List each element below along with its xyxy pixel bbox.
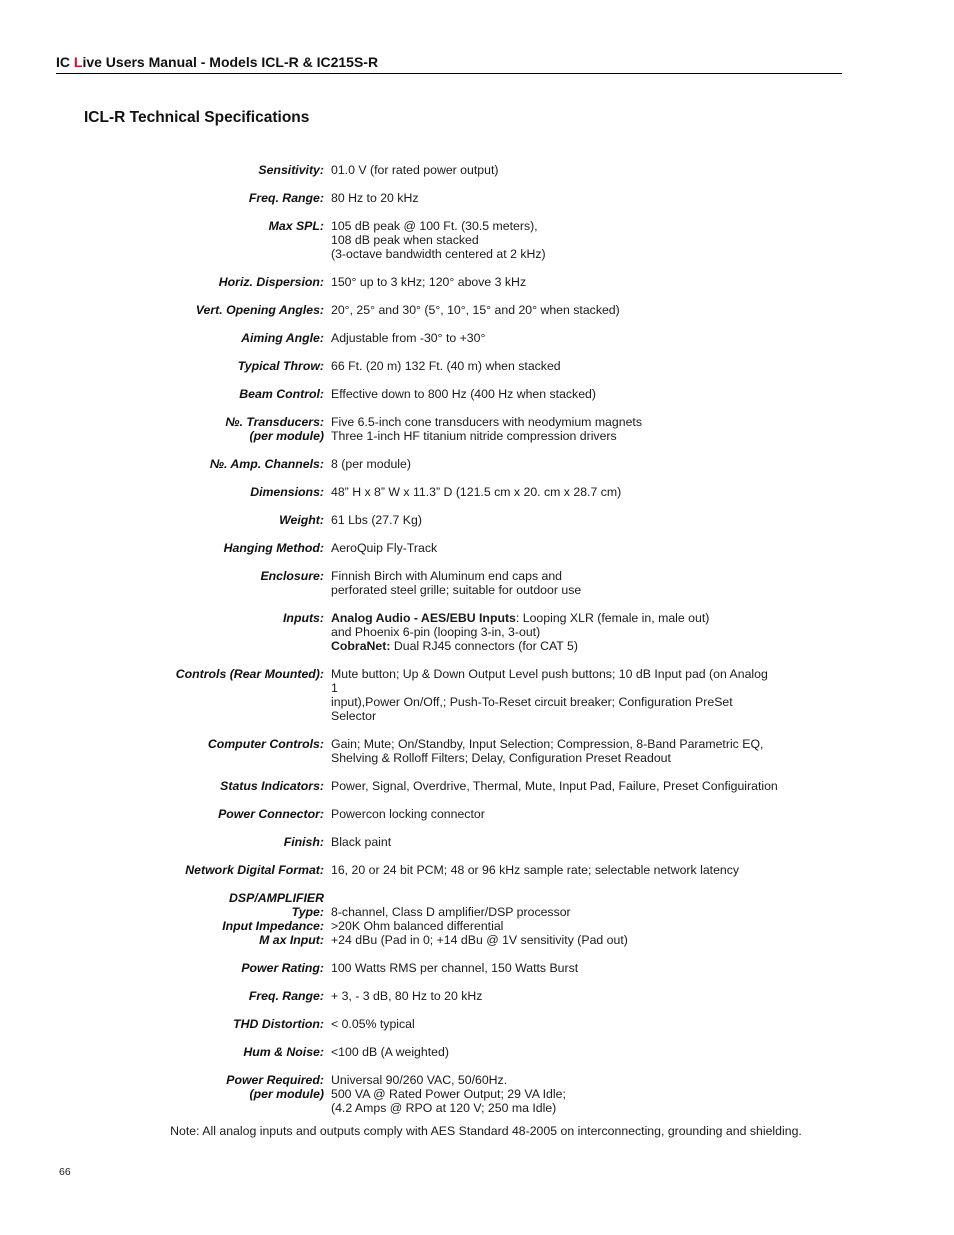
spec-value-line: >20K Ohm balanced differential — [331, 919, 504, 933]
spec-row-beam-control — [0, 387, 954, 401]
spec-value-line: Universal 90/260 VAC, 50/60Hz. — [331, 1073, 508, 1087]
spec-label: Inputs: — [283, 611, 324, 625]
spec-value-line — [331, 639, 771, 653]
spec-label-line: №. Transducers: — [225, 415, 324, 429]
spec-value-line: 105 dB peak @ 100 Ft. (30.5 meters), — [331, 219, 538, 233]
spec-label-line: (per module) — [249, 429, 324, 443]
spec-value — [331, 737, 771, 765]
spec-label-line: Type: — [291, 905, 324, 919]
spec-label-line: M ax Input: — [259, 933, 324, 947]
spec-label-line: Power Required: — [226, 1073, 324, 1087]
spec-value: 20°, 25° and 30° (5°, 10°, 15° and 20° when stacked) — [331, 303, 620, 317]
spec-label-line: (per module) — [249, 1087, 324, 1101]
spec-label: Freq. Range: — [248, 989, 324, 1003]
header-accent-letter: L — [73, 54, 83, 70]
spec-label: №. Amp. Channels: — [209, 457, 324, 471]
spec-row-power-connector — [0, 807, 954, 821]
spec-value: AeroQuip Fly-Track — [331, 541, 438, 555]
spec-value-text: Dual RJ45 connectors (for CAT 5) — [390, 639, 578, 653]
spec-label: Computer Controls: — [207, 737, 324, 751]
spec-value — [331, 569, 771, 597]
spec-label: Horiz. Dispersion: — [218, 275, 324, 289]
spec-label: Power Rating: — [241, 961, 324, 975]
spec-row-max-spl — [0, 219, 954, 261]
spec-label-line: DSP/AMPLIFIER — [229, 891, 324, 905]
spec-value — [331, 891, 771, 947]
spec-value-line: and Phoenix 6-pin (looping 3-in, 3-out) — [331, 625, 541, 639]
spec-row-typical-throw — [0, 359, 954, 373]
spec-value — [331, 611, 771, 653]
spec-value: 80 Hz to 20 kHz — [331, 191, 419, 205]
spec-value-line: Five 6.5-inch cone transducers with neodymium magnets — [331, 415, 642, 429]
spec-row-weight — [0, 513, 954, 527]
spec-value — [331, 415, 771, 443]
spec-value-line: 8-channel, Class D amplifier/DSP processor — [331, 905, 571, 919]
spec-label — [0, 1073, 324, 1115]
spec-value-line: +24 dBu (Pad in 0; +14 dBu @ 1V sensitivity (Pad out) — [331, 933, 628, 947]
page-title: ICL-R Technical Specifications — [84, 109, 310, 126]
spec-row-power-required — [0, 1073, 954, 1115]
spec-value: Power, Signal, Overdrive, Thermal, Mute, Input Pad, Failure, Preset Configuiration — [331, 779, 778, 793]
spec-value: 66 Ft. (20 m) 132 Ft. (40 m) when stacked — [331, 359, 561, 373]
spec-value-line: perforated steel grille; suitable for outdoor use — [331, 583, 582, 597]
spec-value-line — [331, 891, 771, 905]
spec-row-dsp-amplifier — [0, 891, 954, 947]
spec-value-line: Gain; Mute; On/Standby, Input Selection; Compression, 8-Band Parametric EQ, — [331, 737, 764, 751]
spec-value: 8 (per module) — [331, 457, 411, 471]
spec-row-amp-channels — [0, 457, 954, 471]
spec-value-line: 108 dB peak when stacked — [331, 233, 479, 247]
spec-value: 150° up to 3 kHz; 120° above 3 kHz — [331, 275, 527, 289]
spec-row-controls-rear — [0, 667, 954, 723]
spec-row-aiming-angle — [0, 331, 954, 345]
spec-value — [331, 667, 771, 723]
spec-label: Network Digital Format: — [185, 863, 324, 877]
spec-value: Powercon locking connector — [331, 807, 485, 821]
spec-label: Controls (Rear Mounted): — [175, 667, 324, 681]
page-number: 66 — [59, 1166, 71, 1178]
spec-row-computer-controls — [0, 737, 954, 765]
header-prefix: IC — [56, 54, 74, 70]
spec-row-sensitivity — [0, 163, 954, 177]
spec-label: Beam Control: — [239, 387, 324, 401]
spec-value: Adjustable from -30° to +30° — [331, 331, 486, 345]
spec-value-line — [331, 611, 771, 625]
spec-label-line: Input Impedance: — [222, 919, 324, 933]
spec-label: Max SPL: — [268, 219, 324, 233]
spec-row-transducers — [0, 415, 954, 443]
spec-label: THD Distortion: — [233, 1017, 324, 1031]
spec-value: Black paint — [331, 835, 392, 849]
spec-label: Sensitivity: — [258, 163, 324, 177]
spec-value: 61 Lbs (27.7 Kg) — [331, 513, 422, 527]
spec-row-dimensions — [0, 485, 954, 499]
spec-row-network-format — [0, 863, 954, 877]
spec-value-line: Finnish Birch with Aluminum end caps and — [331, 569, 563, 583]
compliance-note: Note: All analog inputs and outputs comply with AES Standard 48-2005 on interconnecting, grounding and shielding. — [170, 1124, 802, 1138]
spec-value: Effective down to 800 Hz (400 Hz when stacked) — [331, 387, 596, 401]
spec-value: + 3, - 3 dB, 80 Hz to 20 kHz — [331, 989, 483, 1003]
spec-value-line: Mute button; Up & Down Output Level push buttons; 10 dB Input pad (on Analog 1 — [331, 667, 768, 695]
spec-value — [331, 1073, 771, 1115]
spec-row-enclosure — [0, 569, 954, 597]
spec-value-bold: CobraNet: — [331, 639, 391, 653]
spec-label — [0, 415, 324, 443]
spec-label: Enclosure: — [260, 569, 324, 583]
spec-value-line: 500 VA @ Rated Power Output; 29 VA Idle; — [331, 1087, 566, 1101]
spec-label: Weight: — [279, 513, 324, 527]
spec-label: Finish: — [283, 835, 324, 849]
running-header — [56, 54, 842, 74]
spec-label: Aiming Angle: — [241, 331, 324, 345]
spec-row-freq-range — [0, 191, 954, 205]
spec-value-line: (4.2 Amps @ RPO at 120 V; 250 ma Idle) — [331, 1101, 557, 1115]
spec-label: Power Connector: — [218, 807, 324, 821]
spec-row-hum-noise — [0, 1045, 954, 1059]
spec-label — [0, 891, 324, 947]
spec-row-hanging-method — [0, 541, 954, 555]
spec-row-amp-freq-range — [0, 989, 954, 1003]
spec-row-vert-opening — [0, 303, 954, 317]
spec-value: 48” H x 8” W x 11.3” D (121.5 cm x 20. cm x 28.7 cm) — [331, 485, 622, 499]
spec-value: < 0.05% typical — [331, 1017, 415, 1031]
header-rest: ive Users Manual - Models ICL-R & IC215S-R — [82, 54, 379, 70]
spec-value: 100 Watts RMS per channel, 150 Watts Burst — [331, 961, 579, 975]
spec-row-thd — [0, 1017, 954, 1031]
spec-row-finish — [0, 835, 954, 849]
spec-value-bold: Analog Audio - AES/EBU Inputs — [331, 611, 516, 625]
spec-label: Status Indicators: — [220, 779, 324, 793]
spec-row-inputs — [0, 611, 954, 653]
spec-value-text: : Looping XLR (female in, male out) — [515, 611, 710, 625]
spec-value-line: (3-octave bandwidth centered at 2 kHz) — [331, 247, 546, 261]
spec-value-line: Three 1-inch HF titanium nitride compression drivers — [331, 429, 617, 443]
spec-value: 16, 20 or 24 bit PCM; 48 or 96 kHz sample rate; selectable network latency — [331, 863, 740, 877]
spec-list — [0, 163, 954, 1129]
spec-label: Hum & Noise: — [243, 1045, 324, 1059]
spec-row-power-rating — [0, 961, 954, 975]
spec-row-status-indicators — [0, 779, 954, 793]
spec-label: Vert. Opening Angles: — [195, 303, 324, 317]
spec-value-line: Shelving & Rolloff Filters; Delay, Configuration Preset Readout — [331, 751, 671, 765]
spec-value: <100 dB (A weighted) — [331, 1045, 449, 1059]
spec-value: 01.0 V (for rated power output) — [331, 163, 499, 177]
spec-value — [331, 219, 771, 261]
spec-label: Typical Throw: — [237, 359, 324, 373]
spec-row-horiz-dispersion — [0, 275, 954, 289]
spec-label: Freq. Range: — [248, 191, 324, 205]
spec-label: Hanging Method: — [223, 541, 324, 555]
spec-value-line: input),Power On/Off,; Push-To-Reset circuit breaker; Configuration PreSet Selector — [331, 695, 733, 723]
spec-label: Dimensions: — [250, 485, 324, 499]
